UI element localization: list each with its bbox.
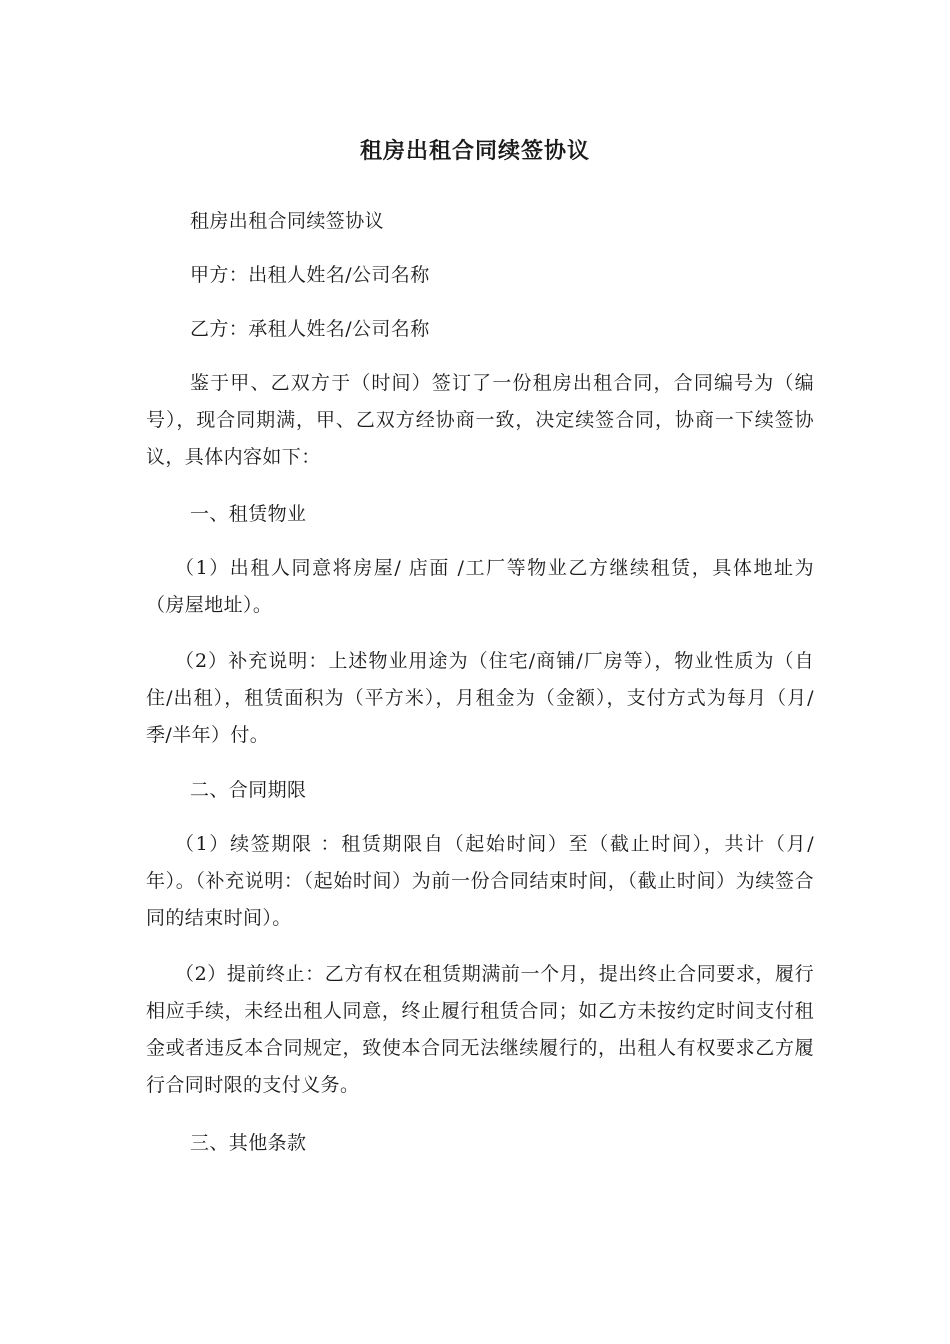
document-title: 租房出租合同续签协议 <box>359 139 590 164</box>
paragraph-party-a: 甲方：出租人姓名/公司名称 <box>190 264 430 286</box>
section-heading-lease-property: 一、租赁物业 <box>190 503 307 525</box>
paragraph-heading-repeat: 租房出租合同续签协议 <box>190 210 385 232</box>
section-heading-contract-term: 二、合同期限 <box>190 779 307 801</box>
paragraph-preamble: 鉴于甲、乙双方于（时间）签订了一份租房出租合同，合同编号为（编号），现合同期满，甲、乙双方经协商一致，决定续签合同，协商一下续签协议，具体内容如下： <box>146 372 814 468</box>
section-heading-other-terms: 三、其他条款 <box>190 1132 307 1154</box>
clause-early-termination: （2）提前终止：乙方有权在租赁期满前一个月，提出终止合同要求，履行相应手续，未经出租人同意，终止履行租赁合同；如乙方未按约定时间支付租金或者违反本合同规定，致使本合同无法继续履行的，出租人有权要求乙方履行合同时限的支付义务。 <box>146 963 814 1096</box>
clause-renewal-term: （1）续签期限 ：租赁期限自（起始时间）至（截止时间），共计（月/年）。（补充说明：（起始时间）为前一份合同结束时间，（截止时间）为续签合同的结束时间）。 <box>146 833 814 929</box>
clause-property-details: （2）补充说明：上述物业用途为（住宅/商铺/厂房等），物业性质为（自住/出租），租赁面积为（平方米），月租金为（金额），支付方式为每月（月/季/半年）付。 <box>146 650 814 746</box>
paragraph-party-b: 乙方：承租人姓名/公司名称 <box>190 318 430 340</box>
clause-property-address: （1）出租人同意将房屋/ 店面 /工厂等物业乙方继续租赁，具体地址为（房屋地址）。 <box>146 557 814 616</box>
